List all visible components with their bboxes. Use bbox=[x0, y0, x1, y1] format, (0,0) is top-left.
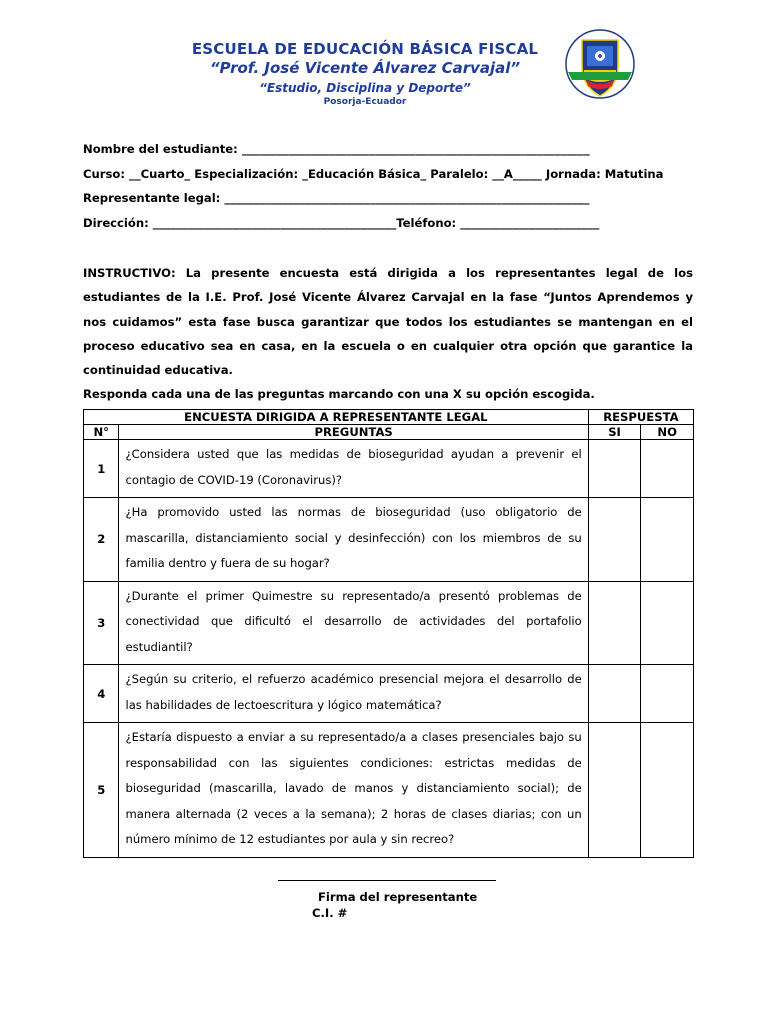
survey-table bbox=[83, 409, 694, 858]
signature-block bbox=[278, 880, 498, 921]
question-number: 2 bbox=[84, 498, 119, 582]
school-motto: “Estudio, Disciplina y Deporte” bbox=[259, 81, 471, 95]
school-name: ESCUELA DE EDUCACIÓN BÁSICA FISCAL bbox=[191, 40, 539, 58]
school-crest-icon bbox=[564, 26, 636, 106]
table-row bbox=[84, 581, 694, 665]
signature-line[interactable] bbox=[278, 880, 496, 881]
table-row bbox=[84, 723, 694, 858]
question-text: ¿Estaría dispuesto a enviar a su representado/a a clases presenciales bajo su responsabilidad con las siguientes condiciones: estrictas medidas de bioseguridad (mascarilla, lavado de manos y distanciamiento social); de manera alternada (2 veces a la semana); 2 horas de clases diarias; con un número mínimo de 12 estudiantes por aula y sin recreo? bbox=[119, 723, 588, 858]
question-number: 5 bbox=[84, 723, 119, 858]
question-text: ¿Considera usted que las medidas de bioseguridad ayudan a prevenir el contagio de COVID-19 (Coronavirus)? bbox=[119, 440, 588, 498]
answer-no-cell[interactable] bbox=[641, 665, 694, 723]
student-info-fields bbox=[83, 140, 693, 238]
table-row bbox=[84, 440, 694, 498]
instructions-paragraph: INSTRUCTIVO: La presente encuesta está dirigida a los representantes legal de los estudiantes de la I.E. Prof. José Vicente Álvarez Carvajal en la fase “Juntos Aprendemos y nos cuidamos” esta fase busca garantizar que todos los estudiantes se mantengan en el proceso educativo sea en casa, en la escuela o en cualquier otra opción que garantice la continuidad educativa. bbox=[83, 266, 693, 378]
answer-yes-cell[interactable] bbox=[588, 498, 641, 582]
question-text: ¿Durante el primer Quimestre su representado/a presentó problemas de conectividad que dificultó el desarrollo de actividades del portafolio estudiantil? bbox=[119, 581, 588, 665]
question-number: 1 bbox=[84, 440, 119, 498]
num-header: N° bbox=[84, 425, 119, 440]
question-number: 3 bbox=[84, 581, 119, 665]
representative-field[interactable]: Representante legal: _______________________________________________________________ bbox=[83, 191, 590, 205]
course-field[interactable]: Curso: __Cuarto_ Especialización: _Educación Básica_ Paralelo: __A_____ Jornada: Matutina bbox=[83, 166, 664, 181]
school-location: Posorja-Ecuador bbox=[323, 97, 407, 107]
table-row bbox=[84, 665, 694, 723]
school-patron-name: “Prof. José Vicente Álvarez Carvajal” bbox=[209, 59, 521, 77]
question-text: ¿Ha promovido usted las normas de bioseguridad (uso obligatorio de mascarilla, distanciamiento social y desinfección) con los miembros de su familia dentro y fuera de su hogar? bbox=[119, 498, 588, 582]
id-number-label: C.I. # bbox=[312, 906, 348, 920]
address-phone-field[interactable]: Dirección: __________________________________________Teléfono: ________________________ bbox=[83, 215, 600, 230]
question-text: ¿Según su criterio, el refuerzo académico presencial mejora el desarrollo de las habilidades de lectoescritura y lógico matemática? bbox=[119, 665, 588, 723]
answer-yes-cell[interactable] bbox=[588, 581, 641, 665]
answer-no-cell[interactable] bbox=[641, 723, 694, 858]
yes-header: SI bbox=[588, 425, 641, 440]
no-header: NO bbox=[641, 425, 694, 440]
answer-no-cell[interactable] bbox=[641, 581, 694, 665]
answer-note: Responda cada una de las preguntas marcando con una X su opción escogida. bbox=[83, 387, 595, 402]
instructions bbox=[83, 261, 693, 407]
student-name-field[interactable]: Nombre del estudiante: ____________________________________________________________ bbox=[83, 142, 590, 156]
answer-no-cell[interactable] bbox=[641, 440, 694, 498]
signature-label: Firma del representante bbox=[318, 890, 478, 904]
questions-header: PREGUNTAS bbox=[119, 425, 588, 440]
letterhead bbox=[150, 40, 580, 108]
survey-title: ENCUESTA DIRIGIDA A REPRESENTANTE LEGAL bbox=[84, 410, 589, 425]
answer-yes-cell[interactable] bbox=[588, 440, 641, 498]
answer-no-cell[interactable] bbox=[641, 498, 694, 582]
answer-yes-cell[interactable] bbox=[588, 665, 641, 723]
question-number: 4 bbox=[84, 665, 119, 723]
answer-yes-cell[interactable] bbox=[588, 723, 641, 858]
table-row bbox=[84, 498, 694, 582]
response-header: RESPUESTA bbox=[588, 410, 693, 425]
